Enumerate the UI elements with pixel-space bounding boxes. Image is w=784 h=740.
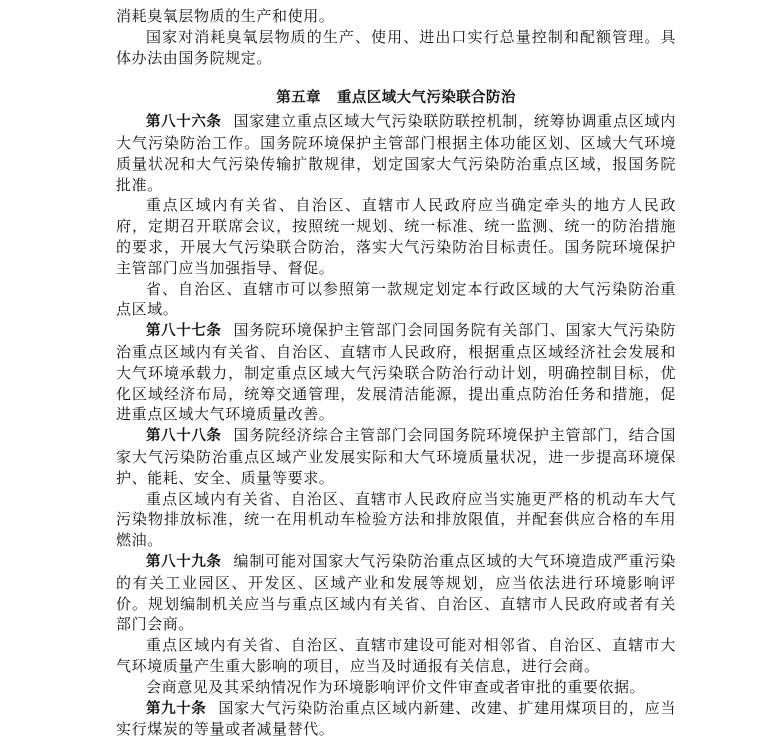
article-paragraph: 省、自治区、直辖市可以参照第一款规定划定本行政区域的大气污染防治重点区域。 [116, 279, 676, 321]
article-text: 编制可能对国家大气污染防治重点区域的大气环境造成严重污染的有关工业园区、开发区、区域产业和发展等规划，应当依法进行环境影响评价。规划编制机关应当与重点区域内有关省、自治区、直辖市人民政府或者有关部门会商。 [116, 552, 676, 633]
paragraph: 消耗臭氧层物质的生产和使用。 [116, 6, 676, 27]
article-paragraph [116, 551, 676, 635]
chapter-title: 重点区域大气污染联合防治 [337, 90, 516, 106]
article-text: 国家建立重点区域大气污染联防联控机制，统筹协调重点区域内大气污染防治工作。国务院环境保护主管部门根据主体功能区划、区域大气环境质量状况和大气污染传输扩散规律，划定国家大气污染防治重点区域，报国务院批准。 [116, 112, 676, 193]
article-label: 第八十六条 [146, 114, 222, 130]
article-paragraph [116, 111, 676, 195]
article-paragraph [116, 698, 676, 740]
article-paragraph [116, 320, 676, 425]
article-label: 第八十七条 [146, 323, 222, 339]
article-paragraph: 重点区域内有关省、自治区、直辖市人民政府应当确定牵头的地方人民政府，定期召开联席会议，按照统一规划、统一标准、统一监测、统一的防治措施的要求，开展大气污染联合防治，落实大气污染防治目标责任。国务院环境保护主管部门应当加强指导、督促。 [116, 195, 676, 278]
article-text: 国务院经济综合主管部门会同国务院环境保护主管部门，结合国家大气污染防治重点区域产业发展实际和大气环境质量状况，进一步提高环境保护、能耗、安全、质量等要求。 [116, 426, 676, 487]
article-label: 第八十九条 [146, 554, 222, 570]
article-paragraph: 重点区域内有关省、自治区、直辖市建设可能对相邻省、自治区、直辖市大气环境质量产生重大影响的项目，应当及时通报有关信息，进行会商。 [116, 635, 676, 677]
chapter-heading [116, 88, 676, 109]
chapter-number: 第五章 [276, 90, 321, 106]
document-page [116, 6, 676, 740]
article-paragraph [116, 425, 676, 488]
article-text: 国家大气污染防治重点区域内新建、改建、扩建用煤项目的，应当实行煤炭的等量或者减量替代。 [116, 699, 676, 739]
article-label: 第九十条 [146, 701, 206, 717]
article-text: 国务院环境保护主管部门会同国务院有关部门、国家大气污染防治重点区域内有关省、自治区、直辖市人民政府，根据重点区域经济社会发展和大气环境承载力，制定重点区域大气污染联合防治行动计划，明确控制目标，优化区域经济布局，统筹交通管理，发展清洁能源，提出重点防治任务和措施，促进重点区域大气环境质量改善。 [116, 321, 676, 423]
article-paragraph: 重点区域内有关省、自治区、直辖市人民政府应当实施更严格的机动车大气污染物排放标准，统一在用机动车检验方法和排放限值，并配套供应合格的车用燃油。 [116, 489, 676, 551]
spacer [116, 68, 676, 76]
article-paragraph: 会商意见及其采纳情况作为环境影响评价文件审查或者审批的重要依据。 [116, 677, 676, 698]
paragraph: 国家对消耗臭氧层物质的生产、使用、进出口实行总量控制和配额管理。具体办法由国务院规定。 [116, 27, 676, 69]
article-label: 第八十八条 [146, 428, 222, 444]
